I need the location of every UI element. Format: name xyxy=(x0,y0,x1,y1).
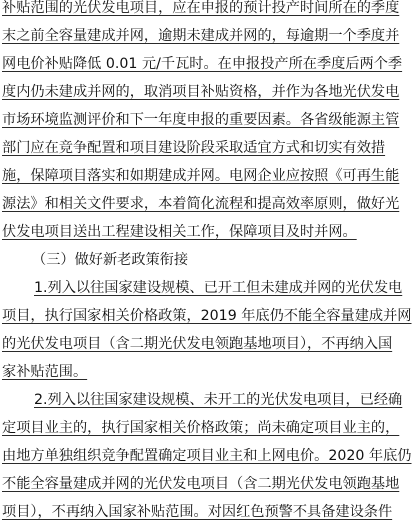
paragraph-line: 施，保障项目落实和如期建成并网。电网企业应按照《可再生能 xyxy=(2,168,400,184)
paragraph-line: 源法》和相关文件要求，本着简化流程和提高效率原则，做好光 xyxy=(2,196,400,212)
paragraph-line: 的光伏发电项目（含二期光伏发电领跑基地项目），不再纳入国 xyxy=(2,336,393,352)
paragraph-line: 项目，执行国家相关价格政策，2019 年底仍不能全容量建成并网 xyxy=(2,308,412,324)
paragraph-line: 不能全容量建成并网的光伏发电项目（含二期光伏发电领跑基地 xyxy=(2,476,400,492)
paragraph-line: 末之前全容量建成并网，逾期未建成并网的，每逾期一个季度并 xyxy=(2,28,400,44)
paragraph-line: 市场环境监测评价和下一年度申报的重要因素。各省级能源主管 xyxy=(2,112,400,128)
section-heading: （三）做好新老政策衔接 xyxy=(32,252,189,268)
paragraph-line: 度内仍未建成并网的，取消项目补贴资格，并作为各地光伏发电 xyxy=(2,84,400,100)
paragraph-line: 2.列入以往国家建设规模、未开工的光伏发电项目，已经确 xyxy=(34,392,403,408)
paragraph-line: 补贴范围的光伏发电项目，应在申报的预计投产时间所在的季度 xyxy=(2,0,400,16)
paragraph-line: 定项目业主的，执行国家相关价格政策；尚未确定项目业主的， xyxy=(2,420,400,436)
paragraph-line: 伏发电项目送出工程建设相关工作，保障项目及时并网。 xyxy=(2,224,357,240)
paragraph-line: 部门应在竞争配置和项目建设阶段采取适宜方式和切实有效措 xyxy=(2,140,386,156)
paragraph-line: 1.列入以往国家建设规模、已开工但未建成并网的光伏发电 xyxy=(34,280,403,296)
paragraph-line: 家补贴范围。 xyxy=(2,364,88,380)
paragraph-line: 项目），不再纳入国家补贴范围。对因红色预警不具备建设条件 xyxy=(2,504,393,520)
paragraph-line: 网电价补贴降低 0.01 元/千瓦时。在申报投产所在季度后两个季 xyxy=(2,56,403,72)
paragraph-line: 由地方单独组织竞争配置确定项目业主和上网电价。2020 年底仍 xyxy=(2,448,412,464)
